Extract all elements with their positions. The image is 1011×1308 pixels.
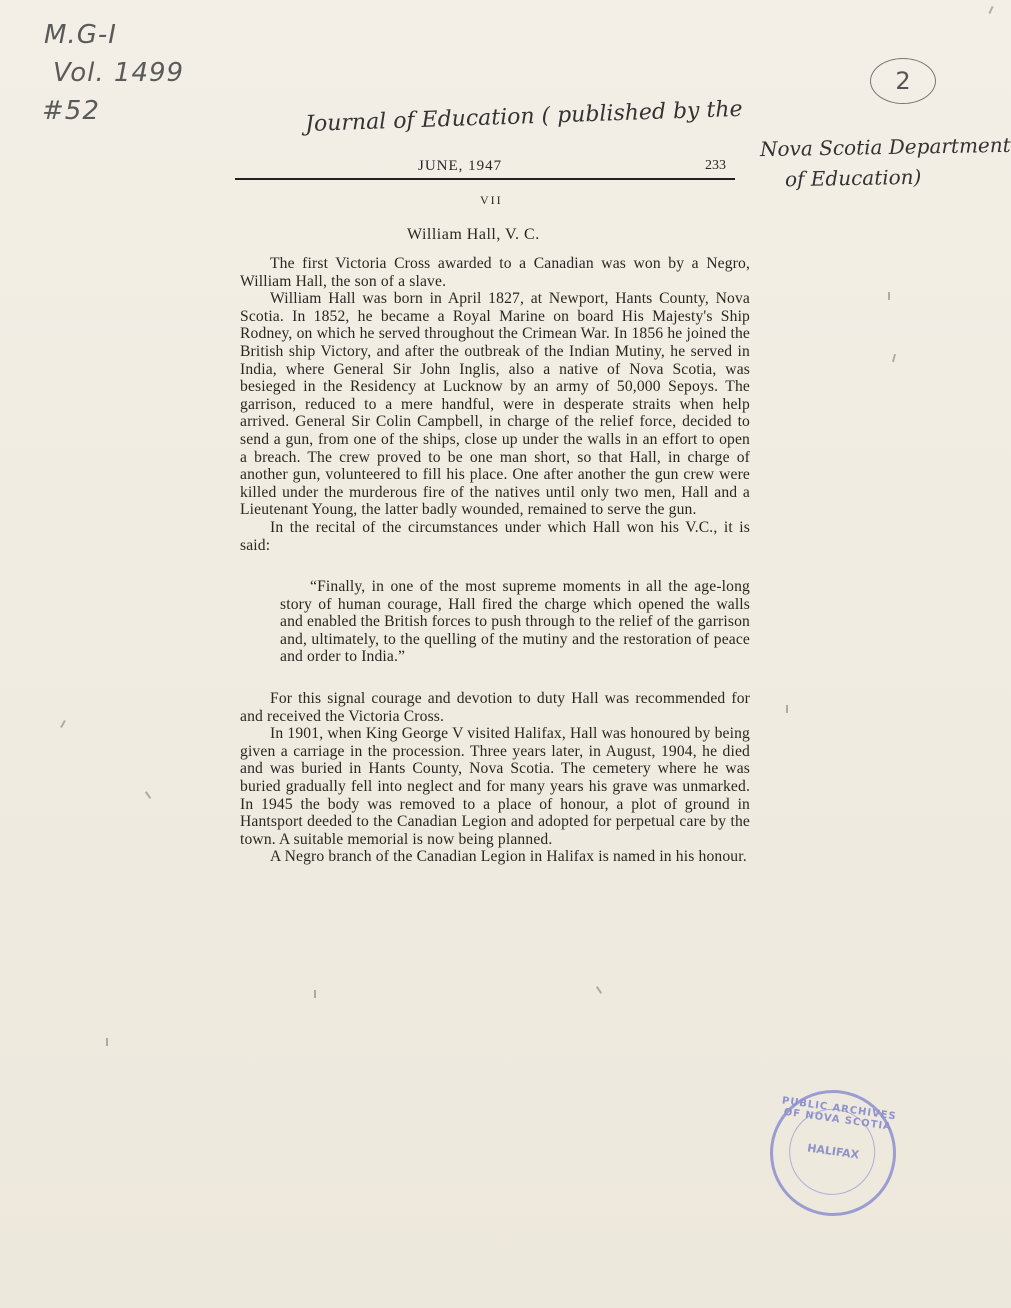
paragraph-later-life: In 1901, when King George V visited Halifax, Hall was honoured by being given a carriage in the procession. Three years later, in August, 1904, he died and was buried in Hants County, Nova Scotia. The cemetery where he was buried gradually fell into neglect and for many years his grave was unmarked. In 1945 the body was removed to a place of honour, a plot of ground in Hantsport deeded to the Canadian Legion and adopted for perpetual care by the town. A suitable memorial is now being planned.	[240, 725, 750, 848]
stamp-center-text: HALIFAX	[806, 1141, 860, 1162]
issue-date: JUNE, 1947	[418, 158, 503, 174]
handwritten-source-note-line3: of Education)	[784, 164, 922, 192]
paper-mark	[596, 986, 602, 994]
paper-mark	[892, 354, 896, 362]
stamp-outer-text: PUBLIC ARCHIVES OF NOVA SCOTIA	[781, 1095, 898, 1133]
margin-note-volume: Vol. 1499	[53, 58, 185, 88]
citation-quote: “Finally, in one of the most supreme moments in all the age-long story of human courage, Hall fired the charge which opened the walls and enabled the British forces to push through to the relief of the garrison and, ultimately, to the quelling of the mutiny and the restoration of peace and order to India.”	[280, 578, 750, 666]
article-title: William Hall, V. C.	[407, 226, 540, 243]
paragraph-legion: A Negro branch of the Canadian Legion in Halifax is named in his honour.	[270, 848, 747, 866]
section-number: VII	[480, 193, 503, 207]
paragraph-biography: William Hall was born in April 1827, at Newport, Hants County, Nova Scotia. In 1852, he became a Royal Marine on board His Majesty's Ship Rodney, on which he served throughout the Crimean War. In 1856 he joined the British ship Victory, and after the outbreak of the Indian Mutiny, he served in India, where General Sir John Inglis, also a native of Nova Scotia, was besieged in the Residency at Lucknow by an army of 50,000 Sepoys. The garrison, reduced to a mere handful, were in desperate straits when help arrived. General Sir Colin Campbell, in charge of the relief force, decided to send a gun, from one of the ships, close up under the walls in an effort to open a breach. The crew proved to be one man short, so that Hall, in charge of another gun, volunteered to fill his place. One after another the gun crew were killed under the murderous fire of the natives until only two men, Hall and a Lieutenant Young, the latter badly wounded, remained to serve the gun.	[240, 290, 750, 519]
paper-mark	[145, 791, 151, 799]
article-body	[240, 255, 750, 866]
paragraph-intro: The first Victoria Cross awarded to a Canadian was won by a Negro, William Hall, the son of a slave.	[240, 255, 750, 290]
margin-note-number: #52	[42, 96, 100, 126]
paper-mark	[988, 6, 993, 14]
paper-mark	[106, 1038, 108, 1046]
paper-mark	[888, 292, 890, 300]
handwritten-source-note-line2: Nova Scotia Department	[759, 132, 1011, 162]
margin-note-mg1: M.G-I	[44, 20, 117, 50]
header-rule	[235, 178, 735, 180]
paper-mark	[60, 720, 66, 728]
circled-page-number: 2	[870, 58, 936, 104]
paper-mark	[786, 705, 788, 713]
paper-mark	[314, 990, 316, 998]
paragraph-award: For this signal courage and devotion to duty Hall was recommended for and received the Victoria Cross.	[240, 690, 750, 725]
archive-stamp	[762, 1082, 904, 1224]
page-number: 233	[705, 158, 726, 173]
paragraph-citation-lead: In the recital of the circumstances under which Hall won his V.C., it is said:	[240, 518, 750, 554]
handwritten-source-note: Journal of Education ( published by the	[304, 96, 743, 138]
